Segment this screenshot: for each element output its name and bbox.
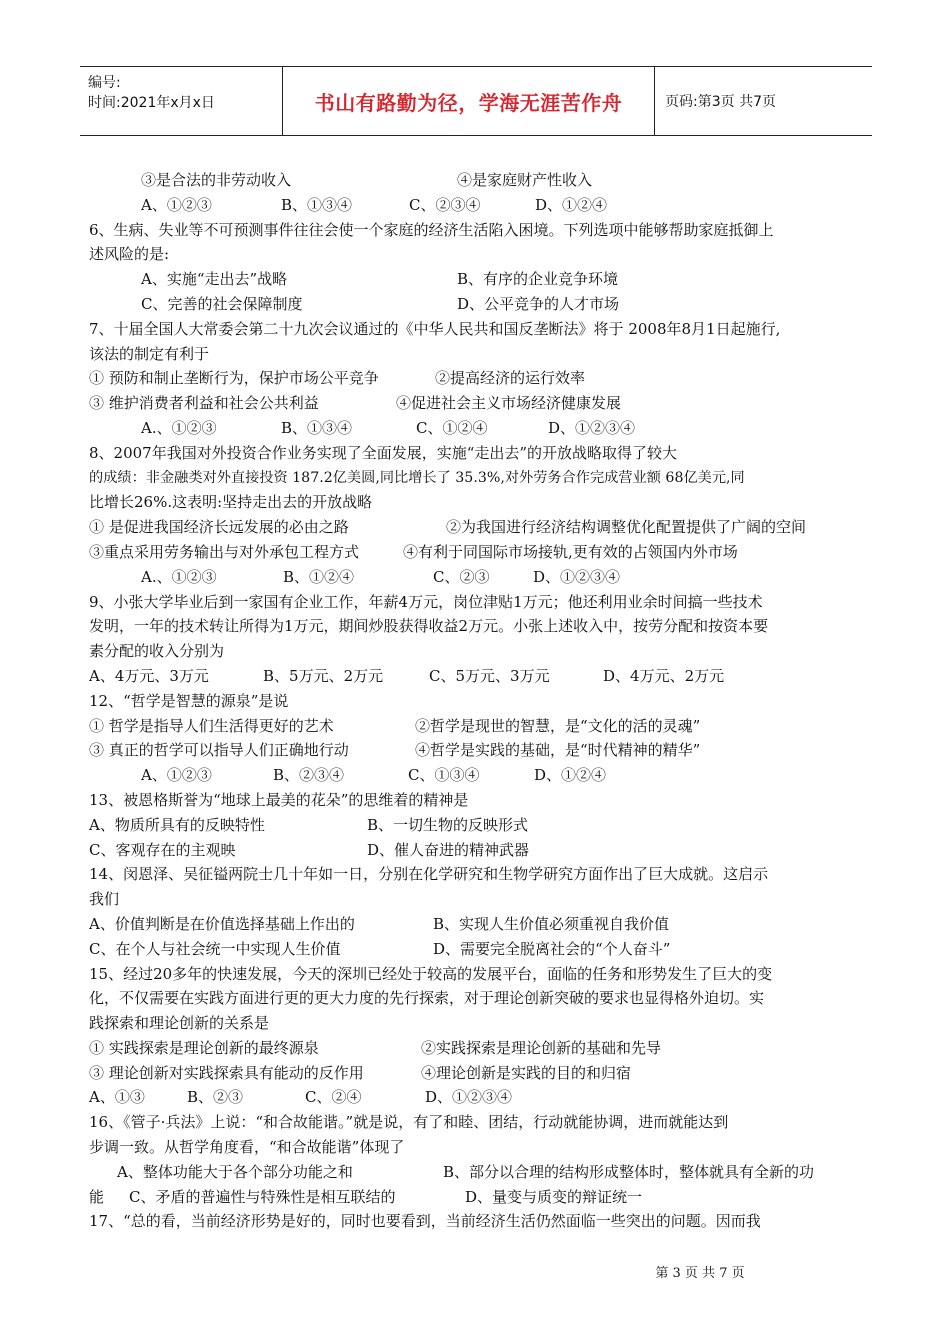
- choice-b: B、实现人生价值必须重视自我价值: [433, 914, 670, 933]
- option-text: ④是家庭财产性收入: [457, 171, 593, 189]
- option-text: ②提高经济的运行效率: [435, 369, 586, 388]
- choice-b: B、部分以合理的结构形成整体时，整体就具有全新的功: [443, 1162, 815, 1181]
- answer-choices: [89, 193, 869, 218]
- choice-d: D、①②③④: [533, 567, 621, 586]
- option-text: ②哲学是现世的智慧，是“文化的活的灵魂”: [415, 716, 701, 735]
- answer-choices: [89, 937, 869, 962]
- question-text: 15、经过20多年的快速发展，今天的深圳已经处于较高的发展平台，面临的任务和形势发生了巨大的变: [89, 964, 773, 983]
- question-text: 的成绩：非金融类对外直接投资 187.2亿美圆,同比增长了 35.3%,对外劳务合作完成营业额 68亿美元,同: [89, 469, 745, 486]
- answer-choices: [89, 1185, 869, 1210]
- page-header: [80, 66, 872, 136]
- text-line: [89, 1061, 869, 1086]
- answer-choices: [89, 664, 869, 689]
- choice-d: D、①②③④: [548, 418, 636, 437]
- choice-c: C、①③④: [408, 766, 480, 785]
- question-text: 步调一致。从哲学角度看，“和合故能谐”体现了: [89, 1138, 405, 1157]
- choice-a: A.、①②③: [141, 418, 217, 437]
- choice-c: C、②④: [305, 1088, 362, 1107]
- answer-choices: [89, 416, 869, 441]
- choice-c: C、在个人与社会统一中实现人生价值: [89, 939, 341, 958]
- answer-choices: [89, 912, 869, 937]
- option-text: ④有利于同国际市场接轨,更有效的占领国内外市场: [403, 542, 738, 561]
- choice-b: B、②③④: [273, 766, 345, 785]
- choice-b: B、有序的企业竞争环境: [457, 270, 619, 289]
- text-line: [89, 168, 869, 193]
- choice-a: A、①②③: [141, 766, 212, 785]
- choice-c: C、②③: [433, 567, 490, 586]
- question-text: 素分配的收入分别为: [89, 642, 225, 661]
- question-text: 我们: [89, 890, 120, 909]
- header-motto: 书山有路勤为径，学海无涯苦作舟: [283, 67, 655, 135]
- question-text: 17、“总的看，当前经济形势是好的，同时也要看到，当前经济生活仍然面临一些突出的问题。因而我: [89, 1212, 761, 1231]
- choice-a: A、①③: [89, 1088, 145, 1107]
- option-text: ① 哲学是指导人们生活得更好的艺术: [89, 716, 334, 735]
- choice-b: B、①③④: [281, 195, 353, 214]
- choice-c: C、②③④: [409, 195, 481, 214]
- option-text: ②为我国进行经济结构调整优化配置提供了广阔的空间: [446, 518, 807, 537]
- header-info-cell: [80, 67, 283, 135]
- document-body: [89, 168, 869, 1234]
- option-text: ③重点采用劳务输出与对外承包工程方式: [89, 542, 360, 561]
- answer-choices: [89, 838, 869, 863]
- choice-b: B、①②④: [283, 567, 355, 586]
- choice-d: D、需要完全脱离社会的“个人奋斗”: [433, 939, 671, 958]
- choice-b: B、5万元、2万元: [263, 666, 384, 685]
- choice-b: B、一切生物的反映形式: [367, 815, 529, 834]
- choice-d: D、①②③④: [425, 1088, 513, 1107]
- option-text: ③ 真正的哲学可以指导人们正确地行动: [89, 741, 349, 760]
- question-text: 发明，一年的技术转让所得为1万元，期间炒股获得收益2万元。小张上述收入中，按劳分配和按资本要: [89, 617, 769, 636]
- question-text: 7、十届全国人大常委会第二十九次会议通过的《中华人民共和国反垄断法》将于 2008年8月1日起施行,: [89, 319, 781, 338]
- text-line: [89, 714, 869, 739]
- choice-d: D、催人奋进的精神武器: [367, 840, 530, 859]
- text-line: [89, 515, 869, 540]
- choice-b: B、①③④: [281, 418, 353, 437]
- choice-c: C、客观存在的主观映: [89, 840, 236, 859]
- text-line: [89, 391, 869, 416]
- answer-choices: [89, 1085, 869, 1110]
- answer-choices: [89, 267, 869, 292]
- option-text: ②实践探索是理论创新的基础和先导: [421, 1038, 662, 1057]
- choice-a: A.、①②③: [141, 567, 217, 586]
- question-text: 12、“哲学是智慧的源泉”是说: [89, 691, 289, 710]
- choice-c: C、矛盾的普遍性与特殊性是相互联结的: [129, 1187, 396, 1206]
- option-text: ① 实践探索是理论创新的最终源泉: [89, 1038, 319, 1057]
- header-page-label: 页码:第3页 共7页: [665, 94, 776, 110]
- option-text: ④哲学是实践的基础，是“时代精神的精华”: [415, 741, 701, 760]
- page-footer: 第 3 页 共 7 页: [655, 1266, 745, 1281]
- choice-a: A、实施“走出去”战略: [141, 270, 288, 289]
- answer-choices: [89, 292, 869, 317]
- text-line: [89, 738, 869, 763]
- question-text: 13、被恩格斯誉为“地球上最美的花朵”的思维着的精神是: [89, 790, 469, 809]
- text-line: [89, 366, 869, 391]
- option-text: ① 是促进我国经济长远发展的必由之路: [89, 518, 349, 537]
- choice-d: D、4万元、2万元: [603, 666, 725, 685]
- choice-a: A、价值判断是在价值选择基础上作出的: [89, 914, 355, 933]
- option-text: ③ 维护消费者利益和社会公共利益: [89, 394, 319, 413]
- answer-choices: [89, 1160, 869, 1185]
- choice-c: C、5万元、3万元: [429, 666, 550, 685]
- choice-d: D、公平竞争的人才市场: [457, 294, 620, 313]
- code-label: 编号:: [88, 75, 121, 91]
- option-text: ④理论创新是实践的目的和归宿: [421, 1063, 632, 1082]
- question-text: 践探索和理论创新的关系是: [89, 1014, 270, 1033]
- choice-a: A、①②③: [141, 195, 212, 214]
- date-label: 时间:2021年x月x日: [88, 95, 215, 111]
- question-text: 6、生病、失业等不可预测事件往往会使一个家庭的经济生活陷入困境。下列选项中能够帮助家庭抵御上: [89, 220, 774, 239]
- choice-d: D、①②④: [535, 195, 608, 214]
- answer-choices: [89, 813, 869, 838]
- question-text: 9、小张大学毕业后到一家国有企业工作，年薪4万元，岗位津贴1万元；他还利用业余时间搞一些技术: [89, 592, 763, 611]
- option-text: ③是合法的非劳动收入: [141, 171, 292, 189]
- answer-choices: [89, 763, 869, 788]
- question-text: 比增长26%.这表明:坚持走出去的开放战略: [89, 493, 373, 512]
- choice-d: D、①②④: [534, 766, 607, 785]
- option-text: ① 预防和制止垄断行为，保护市场公平竞争: [89, 369, 379, 388]
- question-text: 化，不仅需要在实践方面进行更的更大力度的先行探索，对于理论创新突破的要求也显得格外迫切。实: [89, 989, 765, 1008]
- choice-c: C、①②④: [416, 418, 488, 437]
- choice-a: A、整体功能大于各个部分功能之和: [117, 1162, 353, 1181]
- question-text: 8、2007年我国对外投资合作业务实现了全面发展，实施“走出去”的开放战略取得了较大: [89, 443, 678, 462]
- question-text: 16、《管子·兵法》上说：“和合故能谐。”就是说，有了和睦、团结，行动就能协调，进而就能达到: [89, 1113, 729, 1132]
- question-text: 该法的制定有利于: [89, 344, 210, 363]
- choice-b: B、②③: [187, 1088, 244, 1107]
- choice-a: A、物质所具有的反映特性: [89, 815, 265, 834]
- choice-c: C、完善的社会保障制度: [141, 294, 303, 313]
- question-text: 14、闵恩泽、吴征镒两院士几十年如一日，分别在化学研究和生物学研究方面作出了巨大成就。这启示: [89, 865, 769, 884]
- answer-choices: [89, 565, 869, 590]
- option-text: ③ 理论创新对实践探索具有能动的反作用: [89, 1063, 364, 1082]
- option-text: ④促进社会主义市场经济健康发展: [396, 394, 622, 413]
- text-line: [89, 1036, 869, 1061]
- text-line: [89, 540, 869, 565]
- question-text: 述风险的是:: [89, 245, 170, 264]
- choice-d: D、量变与质变的辩证统一: [465, 1187, 643, 1206]
- choice-b-continued: 能: [89, 1187, 105, 1206]
- choice-a: A、4万元、3万元: [89, 666, 209, 685]
